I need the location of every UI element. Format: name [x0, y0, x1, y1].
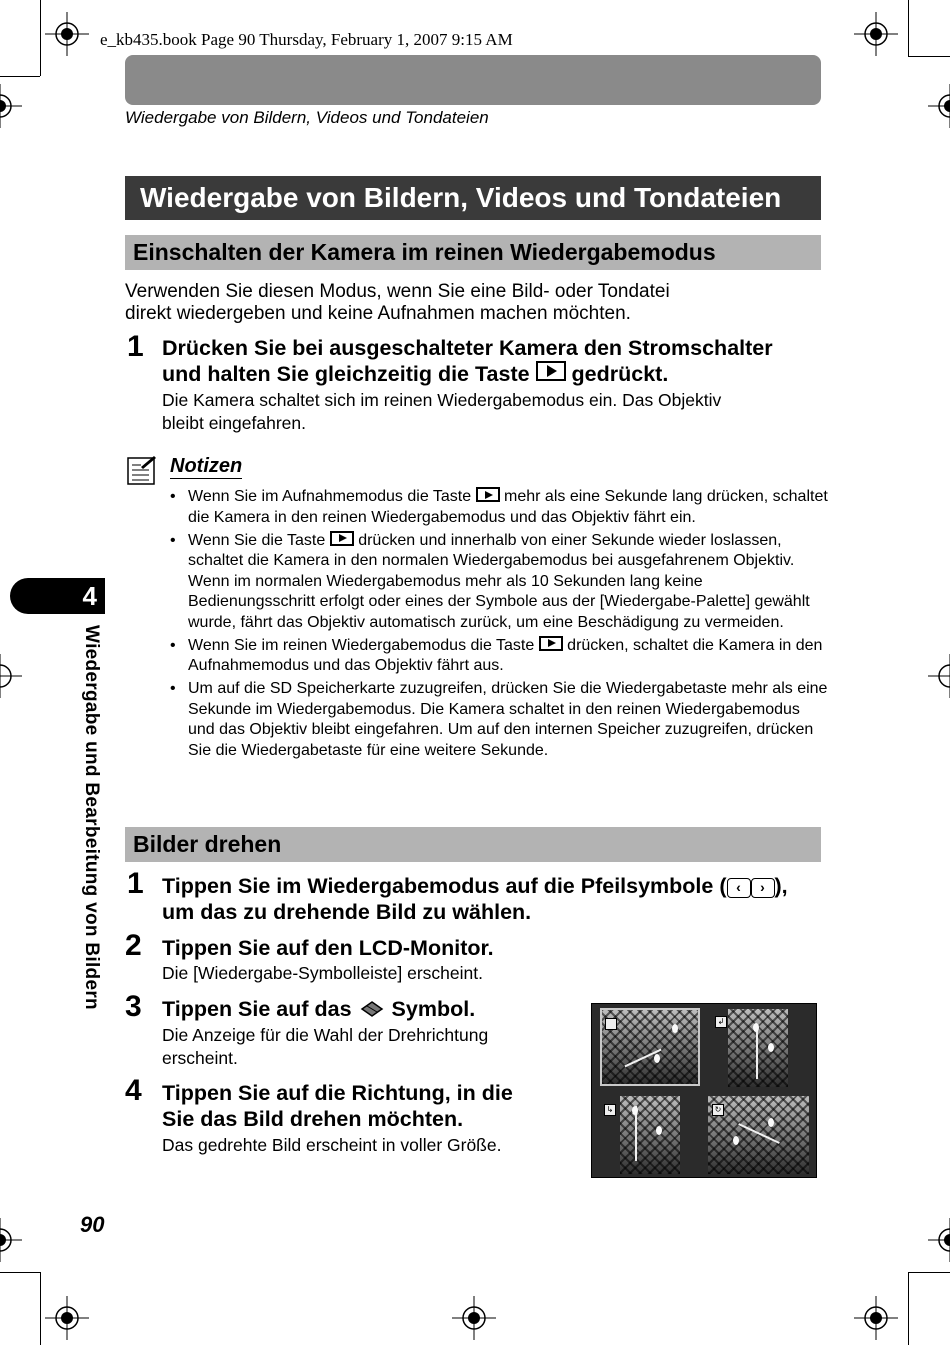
registration-mark [854, 12, 898, 56]
header-bar [125, 55, 821, 105]
step-heading: Sie das Bild drehen möchten. [162, 1107, 464, 1131]
rotated-270-thumbnail [620, 1096, 680, 1174]
section-heading: Bilder drehen [125, 827, 821, 862]
note-item [168, 487, 828, 528]
playback-button-icon [330, 531, 354, 546]
step-heading [162, 996, 475, 1022]
flower-bud [654, 1054, 660, 1063]
rotate-right-indicator-icon: ↲ [715, 1016, 727, 1028]
notes-title: Notizen [170, 455, 243, 477]
note-text: Wenn Sie im Aufnahmemodus die Taste [188, 488, 472, 505]
step-heading: Drücken Sie bei ausgeschalteter Kamera den Stromschalter [162, 336, 773, 360]
crosshair-icon [928, 1218, 950, 1262]
flower-bud [672, 1024, 678, 1033]
page-number: 90 [80, 1212, 105, 1237]
step-number: 1 [127, 330, 144, 363]
intro-line: direkt wiedergeben und keine Aufnahmen machen möchten. [125, 303, 631, 324]
crop-line [40, 0, 41, 76]
flower-photo [728, 1009, 788, 1087]
rotation-indicator-icon [605, 1018, 617, 1030]
registration-mark [45, 12, 89, 56]
playback-button-icon [536, 361, 566, 381]
crop-line [908, 1272, 909, 1345]
flower-stem [756, 1029, 758, 1079]
step-heading-text: Symbol. [391, 997, 476, 1021]
intro-line: Verwenden Sie diesen Modus, wenn Sie eine Bild- oder Tondatei [125, 281, 670, 302]
playback-button-icon [476, 487, 500, 502]
crosshair-icon [928, 654, 950, 698]
running-head: Wiedergabe von Bildern, Videos und Tondateien [125, 108, 489, 127]
crosshair-icon [45, 12, 89, 56]
registration-mark [45, 1296, 89, 1340]
note-text: drücken, schaltet die Kamera in den Aufnahmemodus und das Objektiv fährt aus. [188, 636, 823, 674]
registration-mark [0, 84, 22, 128]
rotated-180-thumbnail [708, 1096, 809, 1174]
chapter-tab: 4 [10, 578, 105, 614]
rotated-90-thumbnail [728, 1009, 788, 1087]
flower-photo [620, 1096, 680, 1174]
registration-mark [928, 84, 950, 128]
playback-button-icon [539, 636, 563, 651]
step-heading: um das zu drehende Bild zu wählen. [162, 900, 532, 924]
flower-bud [753, 1023, 759, 1032]
crosshair-icon [452, 1296, 496, 1340]
step-heading [162, 361, 668, 387]
registration-mark [928, 654, 950, 698]
memo-icon [127, 455, 157, 485]
note-text: mehr als eine Sekunde lang drücken, schaltet die Kamera in den reinen Wiedergabemodus und das Objektiv fährt ein. [188, 488, 828, 526]
crosshair-icon [0, 1218, 22, 1262]
registration-mark [0, 654, 22, 698]
flower-bud [656, 1126, 662, 1135]
step-description: Die Kamera schaltet sich im reinen Wiedergabemodus ein. Das Objektiv [162, 390, 722, 410]
step-heading: Tippen Sie auf den LCD-Monitor. [162, 936, 494, 960]
flower-bud [733, 1136, 739, 1145]
crop-line [0, 1272, 40, 1273]
rotate-icon [360, 998, 384, 1016]
step-description: Das gedrehte Bild erscheint in voller Größe. [162, 1135, 502, 1155]
crosshair-icon [0, 84, 22, 128]
note-text: drücken und innerhalb von einer Sekunde wieder loslassen, schaltet die Kamera in den normalen Wiedergabemodus bei ausgefahrenem Objektiv. Wenn im normalen Wiedergabemodus mehr als 10 Sekunden lang keine Bedienungsschritt erfolgt oder eines der Symbole aus der [Wiedergabe-Palette] gewählt wurde, fährt das Objektiv automatisch zurück, um eine Beschädigung zu vermeiden. [188, 531, 810, 631]
crosshair-icon [854, 1296, 898, 1340]
registration-mark [452, 1296, 496, 1340]
section-heading: Einschalten der Kamera im reinen Wiedergabemodus [125, 235, 821, 270]
step-number: 2 [125, 929, 142, 962]
step-heading: Tippen Sie auf die Richtung, in die [162, 1081, 513, 1105]
rotate-180-indicator-icon: ↻ [712, 1104, 724, 1116]
crosshair-icon [0, 654, 22, 698]
notes-list [168, 487, 828, 764]
step-heading-text: Tippen Sie auf das [162, 997, 352, 1021]
crop-line [40, 1272, 41, 1345]
original-thumbnail [600, 1008, 700, 1086]
step-description: bleibt eingefahren. [162, 413, 306, 433]
right-arrow-icon: › [751, 878, 775, 898]
registration-mark [0, 1218, 22, 1262]
step-description: Die [Wiedergabe-Symbolleiste] erscheint. [162, 963, 483, 983]
registration-mark [928, 1218, 950, 1262]
crosshair-icon [45, 1296, 89, 1340]
step-number: 1 [127, 867, 144, 900]
crop-line [908, 1272, 950, 1273]
flower-bud [632, 1106, 638, 1115]
note-text: Um auf die SD Speicherkarte zuzugreifen, drücken Sie die Wiedergabetaste mehr als eine Sekunde im Wiedergabemodus. Die Kamera schaltet in den reinen Wiedergabemodus und das Objektiv bleibt eingefahren. Um auf den internen Speicher zuzugreifen, drücken Sie die Wiedergabetaste für eine weitere Sekunde. [188, 680, 828, 759]
crosshair-icon [854, 12, 898, 56]
registration-mark [854, 1296, 898, 1340]
step-heading-text: ), [774, 874, 788, 898]
step-heading-text: gedrückt. [571, 362, 669, 386]
step-heading-text: und halten Sie gleichzeitig die Taste [162, 362, 530, 386]
step-description: Die Anzeige für die Wahl der Drehrichtung [162, 1025, 489, 1045]
note-item [168, 636, 828, 677]
rotation-screen-illustration [591, 1003, 817, 1178]
flower-bud [768, 1043, 774, 1052]
note-item [168, 531, 828, 634]
step-heading-text: Tippen Sie im Wiedergabemodus auf die Pfeilsymbole ( [162, 874, 727, 898]
crop-line [908, 56, 950, 57]
flower-bud [768, 1118, 774, 1127]
book-info-line: e_kb435.book Page 90 Thursday, February 1, 2007 9:15 AM [100, 30, 513, 49]
note-text: Wenn Sie die Taste [188, 531, 326, 549]
crop-line [0, 76, 40, 77]
left-arrow-icon: ‹ [727, 878, 751, 898]
step-number: 4 [125, 1074, 142, 1107]
crosshair-icon [928, 84, 950, 128]
note-item [168, 679, 828, 761]
note-text: Wenn Sie im reinen Wiedergabemodus die Taste [188, 636, 535, 654]
crop-line [908, 0, 909, 56]
chapter-title: Wiedergabe von Bildern, Videos und Tondateien [125, 176, 821, 220]
step-description: erscheint. [162, 1048, 238, 1068]
step-number: 3 [125, 990, 142, 1023]
step-heading [162, 873, 788, 899]
rotate-left-indicator-icon: ↳ [604, 1104, 616, 1116]
chapter-side-label: Wiedergabe und Bearbeitung von Bildern [81, 625, 102, 1010]
